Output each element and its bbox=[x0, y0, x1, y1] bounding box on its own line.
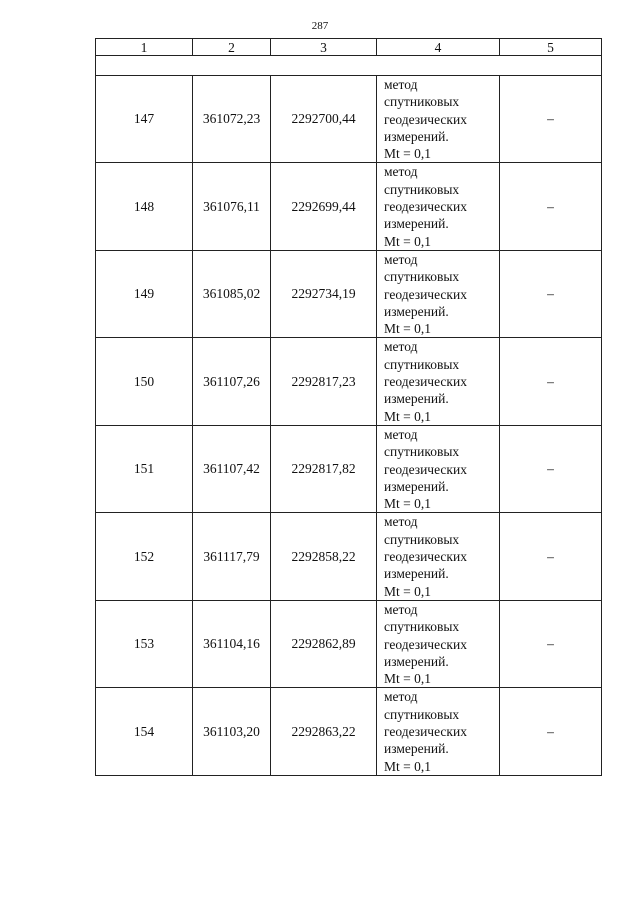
method-line: Mt = 0,1 bbox=[384, 408, 431, 424]
x-coordinate-cell: 361085,02 bbox=[193, 250, 271, 337]
point-number-cell: 147 bbox=[96, 76, 193, 163]
x-coordinate-cell: 361107,42 bbox=[193, 425, 271, 512]
point-number-cell: 150 bbox=[96, 338, 193, 425]
method-cell bbox=[377, 513, 500, 600]
method-line: Mt = 0,1 bbox=[384, 583, 431, 599]
method-line: Mt = 0,1 bbox=[384, 146, 431, 162]
method-line: геодезических bbox=[384, 286, 467, 302]
note-cell: – bbox=[500, 600, 602, 687]
method-line: спутниковых bbox=[384, 444, 460, 460]
note-cell: – bbox=[500, 76, 602, 163]
method-line: спутниковых bbox=[384, 181, 460, 197]
y-coordinate-cell: 2292734,19 bbox=[271, 250, 377, 337]
method-line: спутниковых bbox=[384, 619, 460, 635]
method-line: геодезических bbox=[384, 723, 467, 739]
x-coordinate-cell: 361103,20 bbox=[193, 688, 271, 775]
table-row bbox=[96, 513, 602, 600]
y-coordinate-cell: 2292858,22 bbox=[271, 513, 377, 600]
method-line: спутниковых bbox=[384, 94, 460, 110]
method-line: измерений. bbox=[384, 128, 449, 144]
note-cell: – bbox=[500, 250, 602, 337]
method-line: геодезических bbox=[384, 374, 467, 390]
method-line: Mt = 0,1 bbox=[384, 671, 431, 687]
note-cell: – bbox=[500, 425, 602, 512]
method-cell bbox=[377, 688, 500, 775]
spacer-cell bbox=[96, 56, 602, 76]
method-line: измерений. bbox=[384, 478, 449, 494]
x-coordinate-cell: 361107,26 bbox=[193, 338, 271, 425]
method-line: метод bbox=[384, 251, 418, 267]
table-row bbox=[96, 688, 602, 775]
point-number-cell: 149 bbox=[96, 250, 193, 337]
method-line: метод bbox=[384, 514, 418, 530]
column-header: 3 bbox=[271, 39, 377, 56]
y-coordinate-cell: 2292700,44 bbox=[271, 76, 377, 163]
table-row bbox=[96, 600, 602, 687]
y-coordinate-cell: 2292817,82 bbox=[271, 425, 377, 512]
y-coordinate-cell: 2292817,23 bbox=[271, 338, 377, 425]
point-number-cell: 154 bbox=[96, 688, 193, 775]
point-number-cell: 148 bbox=[96, 163, 193, 250]
column-header: 2 bbox=[193, 39, 271, 56]
y-coordinate-cell: 2292863,22 bbox=[271, 688, 377, 775]
method-line: Mt = 0,1 bbox=[384, 758, 431, 774]
method-line: геодезических bbox=[384, 461, 467, 477]
method-cell bbox=[377, 76, 500, 163]
note-cell: – bbox=[500, 688, 602, 775]
method-line: метод bbox=[384, 77, 418, 92]
method-line: геодезических bbox=[384, 111, 467, 127]
note-cell: – bbox=[500, 513, 602, 600]
method-line: измерений. bbox=[384, 741, 449, 757]
x-coordinate-cell: 361117,79 bbox=[193, 513, 271, 600]
point-number-cell: 152 bbox=[96, 513, 193, 600]
method-line: спутниковых bbox=[384, 269, 460, 285]
table-row bbox=[96, 425, 602, 512]
point-number-cell: 153 bbox=[96, 600, 193, 687]
method-cell bbox=[377, 163, 500, 250]
method-line: Mt = 0,1 bbox=[384, 321, 431, 337]
column-header: 4 bbox=[377, 39, 500, 56]
method-line: измерений. bbox=[384, 216, 449, 232]
method-line: метод bbox=[384, 426, 418, 442]
method-cell bbox=[377, 600, 500, 687]
method-line: спутниковых bbox=[384, 531, 460, 547]
method-line: измерений. bbox=[384, 653, 449, 669]
method-cell bbox=[377, 338, 500, 425]
point-number-cell: 151 bbox=[96, 425, 193, 512]
y-coordinate-cell: 2292862,89 bbox=[271, 600, 377, 687]
method-line: метод bbox=[384, 689, 418, 705]
method-cell bbox=[377, 425, 500, 512]
method-line: спутниковых bbox=[384, 356, 460, 372]
note-cell: – bbox=[500, 163, 602, 250]
table-row bbox=[96, 76, 602, 163]
method-line: метод bbox=[384, 601, 418, 617]
table-spacer-row bbox=[96, 56, 602, 76]
table-row bbox=[96, 250, 602, 337]
column-header: 5 bbox=[500, 39, 602, 56]
method-line: метод bbox=[384, 339, 418, 355]
method-line: Mt = 0,1 bbox=[384, 233, 431, 249]
method-line: измерений. bbox=[384, 566, 449, 582]
page-number: 287 bbox=[311, 20, 329, 32]
method-cell bbox=[377, 250, 500, 337]
method-line: измерений. bbox=[384, 391, 449, 407]
x-coordinate-cell: 361076,11 bbox=[193, 163, 271, 250]
method-line: метод bbox=[384, 164, 418, 180]
method-line: спутниковых bbox=[384, 706, 460, 722]
note-cell: – bbox=[500, 338, 602, 425]
method-line: геодезических bbox=[384, 549, 467, 565]
method-line: Mt = 0,1 bbox=[384, 496, 431, 512]
method-line: геодезических bbox=[384, 636, 467, 652]
method-line: измерений. bbox=[384, 303, 449, 319]
method-line: геодезических bbox=[384, 199, 467, 215]
coordinates-table bbox=[95, 38, 602, 776]
table-row bbox=[96, 163, 602, 250]
x-coordinate-cell: 361072,23 bbox=[193, 76, 271, 163]
column-header: 1 bbox=[96, 39, 193, 56]
table-header-row bbox=[96, 39, 602, 56]
table-row bbox=[96, 338, 602, 425]
y-coordinate-cell: 2292699,44 bbox=[271, 163, 377, 250]
x-coordinate-cell: 361104,16 bbox=[193, 600, 271, 687]
